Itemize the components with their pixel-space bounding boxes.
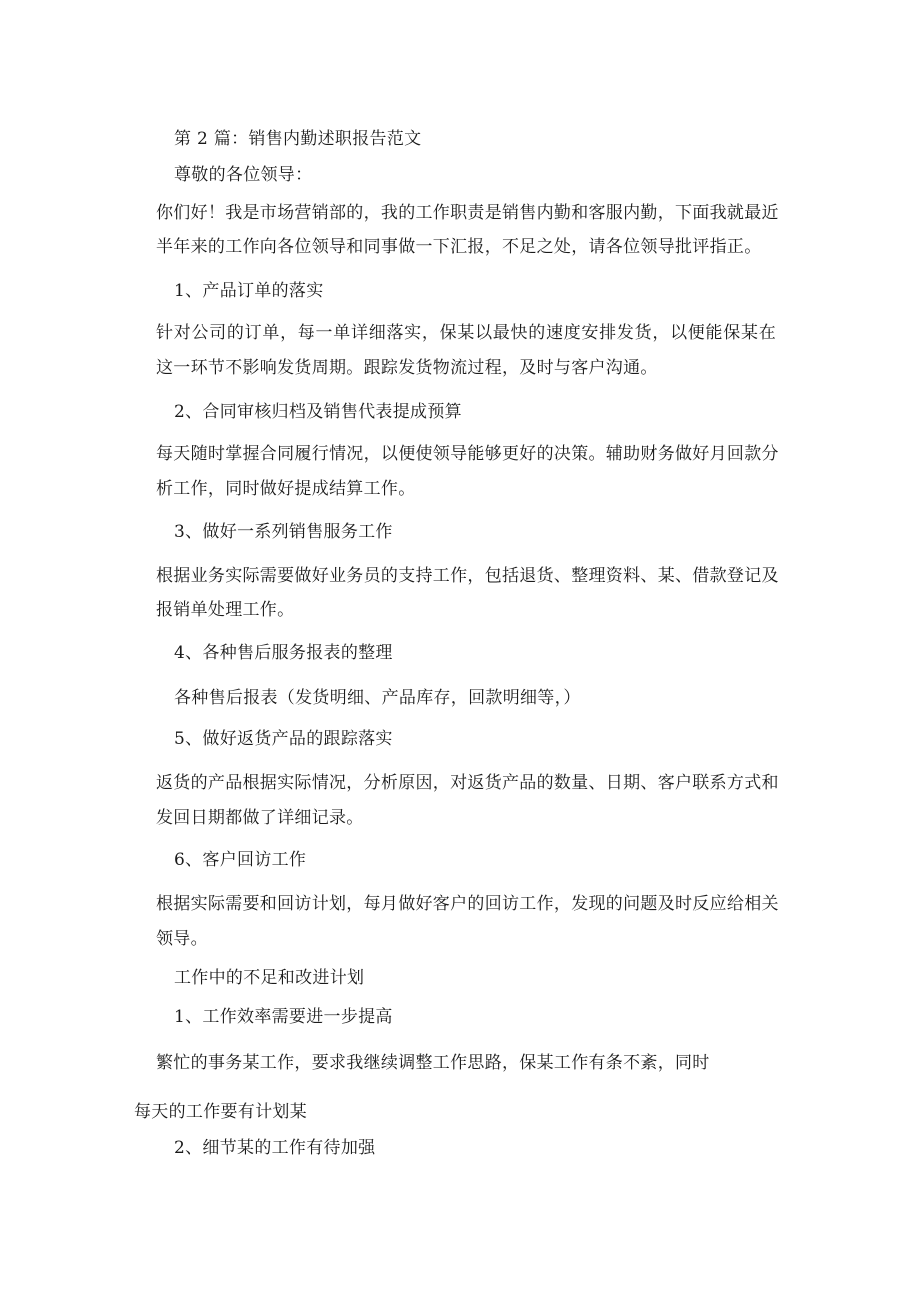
section-body-line: 发回日期都做了详细记录。 — [156, 808, 364, 828]
document-title: 第 2 篇：销售内勤述职报告范文 — [174, 129, 422, 149]
intro-line: 半年来的工作向各位领导和同事做一下汇报，不足之处，请各位领导批评指正。 — [156, 237, 762, 257]
section-body-line: 根据业务实际需要做好业务员的支持工作，包括退货、整理资料、某、借款登记及 — [156, 566, 779, 586]
improvement-heading: 2、细节某的工作有待加强 — [174, 1138, 376, 1158]
section-heading: 3、做好一系列销售服务工作 — [174, 522, 393, 542]
improvement-body-line: 繁忙的事务某工作，要求我继续调整工作思路，保某工作有条不紊，同时 — [156, 1053, 710, 1073]
intro-line: 你们好！我是市场营销部的，我的工作职责是销售内勤和客服内勤，下面我就最近 — [156, 203, 779, 223]
section-body-line: 各种售后报表（发货明细、产品库存，回款明细等，） — [174, 688, 581, 708]
salutation: 尊敬的各位领导： — [174, 165, 313, 185]
section-heading: 6、客户回访工作 — [174, 850, 307, 870]
section-body-line: 领导。 — [156, 929, 208, 949]
section-body-line: 析工作，同时做好提成结算工作。 — [156, 479, 416, 499]
section-heading: 4、各种售后服务报表的整理 — [174, 643, 393, 663]
improvement-title: 工作中的不足和改进计划 — [174, 968, 365, 988]
improvement-heading: 1、工作效率需要进一步提高 — [174, 1007, 393, 1027]
section-body-line: 这一环节不影响发货周期。跟踪发货物流过程，及时与客户沟通。 — [156, 358, 658, 378]
section-body-line: 报销单处理工作。 — [156, 600, 295, 620]
section-body-line: 根据实际需要和回访计划，每月做好客户的回访工作，发现的问题及时反应给相关 — [156, 894, 779, 914]
section-heading: 2、合同审核归档及销售代表提成预算 — [174, 402, 462, 422]
section-body-line: 每天随时掌握合同履行情况，以便使领导能够更好的决策。辅助财务做好月回款分 — [156, 444, 779, 464]
improvement-body-line: 每天的工作要有计划某 — [134, 1102, 307, 1122]
section-body-line: 返货的产品根据实际情况，分析原因，对返货产品的数量、日期、客户联系方式和 — [156, 773, 779, 793]
section-heading: 1、产品订单的落实 — [174, 281, 324, 301]
section-body-line: 针对公司的订单，每一单详细落实，保某以最快的速度安排发货，以便能保某在 — [156, 323, 776, 343]
section-heading: 5、做好返货产品的跟踪落实 — [174, 729, 393, 749]
